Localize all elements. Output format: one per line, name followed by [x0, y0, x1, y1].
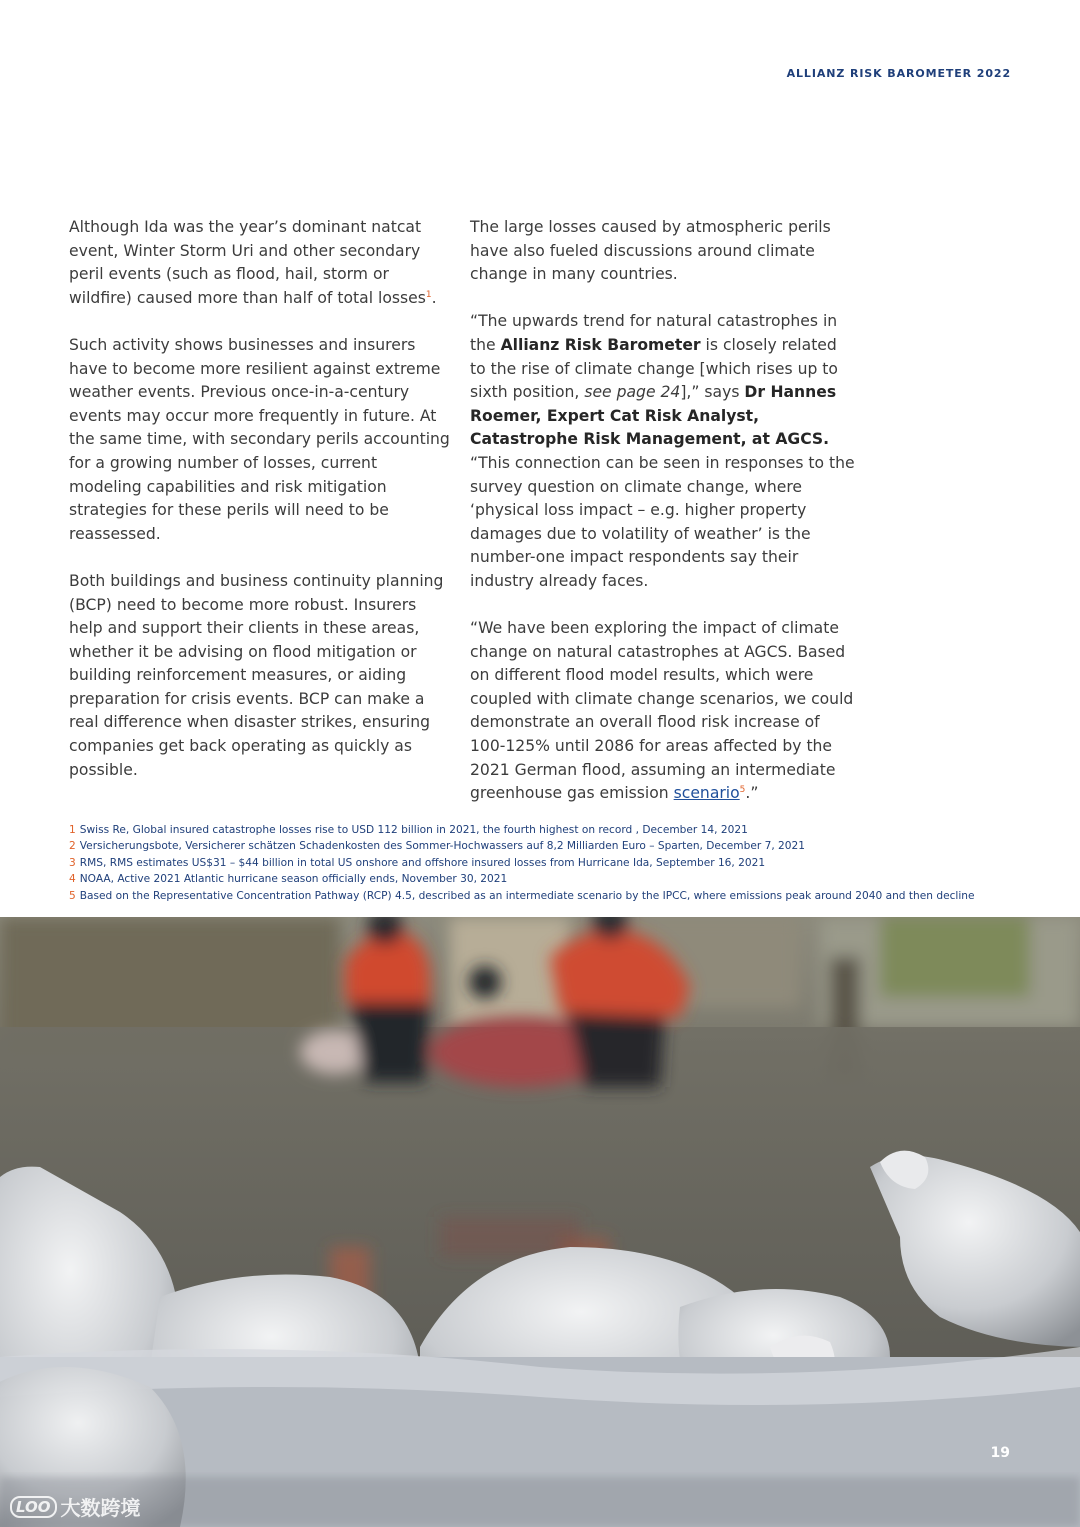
right-column [470, 216, 855, 829]
footnote-item: 1 Swiss Re, Global insured catastrophe losses rise to USD 112 billion in 2021, the fourth highest on record , December 14, 2021 [69, 824, 748, 836]
footnote-ref-1[interactable]: 1 [425, 289, 432, 300]
left-paragraph-1: Although Ida was the year’s dominant natcat event, Winter Storm Uri and other secondary peril events (such as flood, hail, storm or wildfire) caused more than half of total losses$^1$. [69, 218, 437, 307]
scenario-link[interactable]: scenario [673, 784, 740, 803]
footnote-ref-5[interactable]: 5 [739, 785, 746, 796]
watermark [10, 1492, 141, 1521]
watermark-logo-icon: LOO [10, 1496, 57, 1518]
right-paragraph-3: “We have been exploring the impact of climate change on natural catastrophes at AGCS. Based on different flood model results, which were coupled with climate change scenarios, we could demonstrate an overall flood risk increase of 100-125% until 2086 for areas affected by the 2021 German flood, assuming an intermediate greenhouse gas emission scenario$^5$.” [470, 619, 854, 803]
left-paragraph-3: Both buildings and business continuity planning (BCP) need to become more robust. Insurers help and support their clients in these areas, whether it be advising on flood mitigation or building reinforcement measures, or aiding preparation for crisis events. BCP can make a real difference when disaster strikes, ensuring companies get back operating as quickly as possible. [69, 571, 444, 779]
footnote-item: 2 Versicherungsbote, Versicherer schätzen Schadenkosten des Sommer-Hochwassers auf 8,2 Milliarden Euro – Sparten, December 7, 2021 [69, 840, 806, 853]
running-header: ALLIANZ RISK BAROMETER 2022 [786, 67, 1011, 80]
right-paragraph-quote: “The upwards trend for natural catastrophes in the Allianz Risk Barometer is closely related to the rise of climate change [which rises up to sixth position, see page 24],” says Dr Hannes Roemer, Expert Cat Risk Analyst, Catastrophe Risk Management, at AGCS. “This connection can be seen in responses to the survey question on climate change, where ‘physical loss impact – e.g. higher property damages due to volatility of weather’ is the number-one impact respondents say their industry already faces. [470, 312, 855, 590]
watermark-text: 大数跨境 [60, 1496, 141, 1520]
footnote-item: 5 Based on the Representative Concentration Pathway (RCP) 4.5, described as an intermediate scenario by the IPCC, where emissions peak around 2040 and then decline [69, 889, 975, 902]
footnote-item: 3 RMS, RMS estimates US$31 – $44 billion in total US onshore and offshore insured losses from Hurricane Ida, September 16, 2021 [69, 856, 766, 869]
left-column [69, 216, 454, 806]
speaker-name: Dr Hannes Roemer, Expert Cat Risk Analyst, Catastrophe Risk Management, at AGCS. [470, 383, 837, 449]
flood-photo [0, 917, 1080, 1527]
right-paragraph-1: The large losses caused by atmospheric perils have also fueled discussions around climate change in many countries. [470, 218, 831, 284]
left-paragraph-2: Such activity shows businesses and insurers have to become more resilient against extreme weather events. Previous once-in-a-century events may occur more frequently in future. At the same time, with secondary perils accounting for a growing number of losses, current modeling capabilities and risk mitigation strategies for these perils will need to be reassessed. [69, 335, 450, 543]
footnotes [69, 822, 1029, 904]
bold-allianz-risk-barometer: Allianz Risk Barometer [500, 335, 701, 354]
page-reference: see page 24 [584, 383, 681, 402]
flood-photo-illustration [0, 917, 1080, 1527]
footnote-item: 4 NOAA, Active 2021 Atlantic hurricane season officially ends, November 30, 2021 [69, 873, 508, 886]
page-number: 19 [990, 1445, 1010, 1461]
